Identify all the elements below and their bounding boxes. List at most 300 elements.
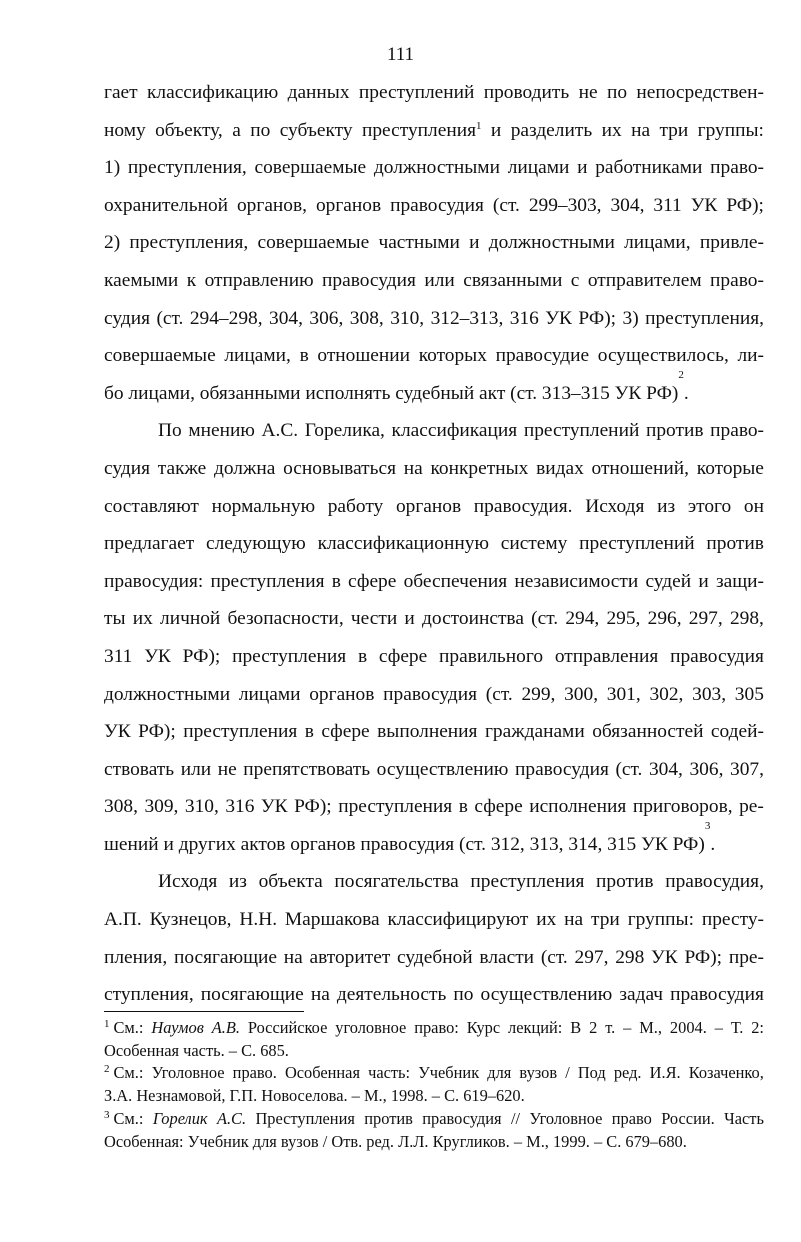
word: совершаемые: [257, 232, 370, 254]
word: содей-: [710, 721, 764, 743]
text-line: [104, 600, 764, 638]
word: 307,: [730, 758, 764, 780]
footnote-text: [104, 1017, 764, 1040]
word: преступления: [338, 796, 453, 818]
word: преступления: [210, 570, 325, 592]
footnote-word: т.: [605, 1018, 616, 1037]
word: против: [645, 420, 704, 442]
word: на: [310, 984, 330, 1006]
word: независимости: [514, 570, 639, 592]
word: Горелика,: [304, 420, 385, 442]
word: которых: [418, 345, 487, 367]
word: правосудия: [670, 645, 764, 667]
footnote-word: См.:: [113, 1018, 144, 1037]
word: субъекту: [279, 119, 353, 141]
word: классифицируют: [387, 909, 529, 931]
word: 3): [622, 307, 639, 329]
footnote-word: право: [611, 1108, 652, 1128]
word: преступления$^1$: [361, 119, 482, 141]
word: право-: [710, 157, 764, 179]
word: 304,: [610, 194, 645, 216]
word: по: [453, 984, 474, 1006]
word: систему: [500, 533, 568, 555]
word: задач: [619, 984, 664, 1006]
word: 308,: [349, 307, 384, 329]
footnote-author-word: Наумов: [151, 1018, 204, 1037]
word: правосудия.: [473, 495, 573, 517]
word: 294,: [565, 608, 600, 630]
text-line: [104, 112, 764, 150]
word: частными: [378, 232, 460, 254]
word: судебной: [397, 946, 473, 968]
word: и: [490, 119, 502, 141]
word: осуществлению: [376, 758, 509, 780]
word: посягающие: [173, 946, 277, 968]
word: 316: [225, 796, 255, 818]
footnote-word: для: [487, 1063, 512, 1083]
footnote-author-word: А.С.: [216, 1108, 247, 1128]
word: ты: [104, 608, 126, 630]
body-text: [104, 74, 764, 1014]
text-line: [104, 563, 764, 601]
word: должностными: [104, 683, 231, 705]
footnote-text: [104, 1062, 764, 1085]
word: 312–313,: [430, 307, 504, 329]
word: объекта: [258, 871, 323, 893]
word: По: [158, 420, 182, 442]
word: 1): [104, 157, 121, 179]
word: осуществлению: [480, 984, 613, 1006]
word: 310,: [390, 307, 425, 329]
word: на: [631, 119, 651, 141]
footnote-mark: 2: [104, 1063, 110, 1076]
word: следующую: [206, 533, 306, 555]
word: УК: [104, 721, 131, 743]
word: или: [424, 269, 455, 291]
word: 300,: [564, 683, 599, 705]
word: в: [299, 345, 309, 367]
text-line: [104, 187, 764, 225]
footnote-word: уголовное: [335, 1018, 407, 1037]
word: правосудия: [383, 683, 478, 705]
text-line: [104, 819, 764, 864]
footnote-line: [104, 1085, 764, 1108]
text-line: [104, 368, 764, 413]
footnote-author-word: А.В.: [211, 1018, 240, 1037]
word: их: [601, 119, 622, 141]
word: этого: [687, 495, 732, 517]
word: преступления,: [645, 307, 764, 329]
word: лицами,: [224, 345, 291, 367]
text-line: [104, 751, 764, 789]
word: органов: [395, 495, 462, 517]
word: 298: [615, 946, 645, 968]
word: правосудие: [495, 345, 590, 367]
footnote-word: Козаченко,: [688, 1063, 764, 1083]
footnote-text-run: Особенная часть. – С. 685.: [104, 1040, 289, 1060]
word: их: [536, 909, 557, 931]
word: судия: [104, 457, 150, 479]
word: которые: [696, 457, 764, 479]
text-line: [104, 863, 764, 901]
word: РФ);: [684, 946, 723, 968]
footnote-word: часть:: [368, 1063, 411, 1083]
word: лицами: [238, 683, 301, 705]
word: данных: [287, 82, 350, 103]
footnote-word: 2: [589, 1018, 598, 1037]
word: гает: [104, 82, 138, 103]
word: отношений,: [591, 457, 690, 479]
footnote-word: Учебник: [418, 1063, 480, 1083]
word: препятствовать: [243, 758, 371, 780]
word: 297,: [688, 608, 723, 630]
word: 304,: [648, 758, 683, 780]
word: (ст.: [540, 946, 568, 968]
word: достоинства: [422, 608, 524, 630]
word: отношении: [317, 345, 411, 367]
text-line: [104, 224, 764, 262]
word: на: [403, 457, 423, 479]
word: отправления: [554, 645, 659, 667]
text-line: [104, 74, 764, 112]
footnote-reference: 3: [704, 819, 711, 832]
word: преступлений: [523, 420, 640, 442]
word: Кузнецов,: [149, 909, 232, 931]
word: 311: [104, 645, 133, 667]
word: совершаемые: [104, 345, 216, 367]
text-line: [104, 525, 764, 563]
word: из: [228, 871, 247, 893]
word: работниками: [595, 157, 703, 179]
footnote-word: Под: [577, 1063, 606, 1083]
word: исполнения: [529, 796, 627, 818]
word: группы:: [697, 119, 764, 141]
word: (ст.: [485, 683, 513, 705]
word: 316: [509, 307, 539, 329]
word: УК: [260, 796, 288, 818]
word: ли-: [737, 345, 764, 367]
word: право-: [710, 420, 764, 442]
word: разделить: [510, 119, 593, 141]
word: не: [578, 82, 598, 103]
footnote-word: России.: [661, 1108, 715, 1128]
footnote-word: лекций:: [508, 1018, 563, 1037]
footnote-word: против: [364, 1108, 413, 1128]
footnote-word: –: [623, 1018, 632, 1037]
word: классификационную: [317, 533, 489, 555]
word: органов,: [236, 194, 307, 216]
word: совершаемые: [254, 157, 367, 179]
word: сфере: [378, 645, 428, 667]
word: пления,: [104, 946, 168, 968]
footnotes: [104, 1017, 764, 1153]
word: А.П.: [104, 909, 142, 931]
text-line: [104, 337, 764, 375]
word: по: [250, 119, 271, 141]
word: судия: [104, 307, 150, 329]
word: преступления: [232, 645, 347, 667]
word: с: [570, 269, 580, 291]
word: отправлению: [204, 269, 314, 291]
word: чести: [350, 608, 398, 630]
word: также: [157, 457, 207, 479]
page-number: 111: [386, 44, 415, 65]
word: 306,: [309, 307, 344, 329]
word: 306,: [689, 758, 724, 780]
word: против: [596, 871, 654, 893]
word: лицами,: [624, 232, 691, 254]
word: правосудия,: [665, 871, 764, 893]
footnote-text: [104, 1108, 764, 1131]
word: правосудия: [515, 758, 609, 780]
word: преступления: [470, 871, 585, 893]
footnote-word: 2:: [751, 1018, 764, 1037]
footnote-word: ред.: [613, 1063, 642, 1083]
text-line: [104, 713, 764, 751]
word: преступлений: [358, 82, 475, 103]
footnote-word: Т.: [730, 1018, 744, 1037]
text-line: [104, 412, 764, 450]
word: и: [404, 608, 415, 630]
word: охранительной: [104, 194, 229, 216]
footnote-word: /: [565, 1063, 570, 1083]
word: защи-: [715, 570, 764, 592]
footnote-mark: 3: [104, 1108, 110, 1121]
word: преступления,: [129, 232, 249, 254]
word: органов: [309, 683, 375, 705]
word: Маршакова: [284, 909, 380, 931]
word: по: [606, 82, 628, 103]
word: (ст.: [615, 758, 643, 780]
word: 299,: [521, 683, 556, 705]
footnote-word: //: [510, 1108, 521, 1128]
word: их: [132, 608, 153, 630]
word: посягающие: [200, 984, 304, 1006]
footnote-author-word: Горелик: [152, 1108, 208, 1128]
word: РФ);: [294, 796, 332, 818]
word: выполнения: [377, 721, 478, 743]
word: УК: [690, 194, 718, 216]
text-run: .: [683, 382, 689, 404]
word: или: [180, 758, 212, 780]
footnote-word: право:: [414, 1018, 459, 1037]
word: привле-: [699, 232, 764, 254]
footnote-word: [104, 1017, 143, 1040]
word: ному: [104, 119, 146, 141]
word: (ст.: [156, 307, 184, 329]
word: основываться: [283, 457, 397, 479]
word: Исходя: [158, 871, 218, 893]
word: работу: [327, 495, 384, 517]
footnote-word: Часть: [724, 1108, 764, 1128]
text-line: [104, 488, 764, 526]
text-line: [104, 450, 764, 488]
word: правильного: [439, 645, 544, 667]
footnote-word: Уголовное: [529, 1108, 603, 1128]
word: право-: [710, 269, 764, 291]
footnote-mark: 1: [104, 1018, 110, 1030]
word: деятельность: [336, 984, 447, 1006]
word: органов: [315, 194, 382, 216]
word: видах: [536, 457, 584, 479]
footnote-line: [104, 1062, 764, 1085]
word: 298,: [729, 608, 764, 630]
word: три: [591, 909, 620, 931]
word: 297,: [574, 946, 609, 968]
footnote-reference: 2: [678, 368, 684, 381]
word: Н.Н.: [239, 909, 278, 931]
footnote-reference: 1: [476, 119, 482, 132]
word: классификацию: [147, 82, 279, 103]
text-line: [104, 300, 764, 338]
word: непосредствен-: [636, 82, 764, 103]
word: и: [577, 157, 588, 179]
word: сфере: [348, 570, 397, 592]
text-line: [104, 262, 764, 300]
word: не: [217, 758, 237, 780]
word: 296,: [647, 608, 682, 630]
word: должна: [214, 457, 276, 479]
text-line: [104, 939, 764, 977]
word: авторитет: [309, 946, 391, 968]
footnote-word: правосудия: [422, 1108, 502, 1128]
word: 2): [104, 232, 121, 254]
word: РФ);: [182, 645, 221, 667]
word: классификация: [391, 420, 518, 442]
word: из: [657, 495, 676, 517]
word: УК: [144, 645, 171, 667]
text-line: [104, 976, 764, 1014]
word: на: [283, 946, 303, 968]
word: преступления: [183, 721, 298, 743]
word: 303,: [692, 683, 727, 705]
footnote-word: См.:: [113, 1108, 144, 1128]
word: преступлений: [579, 533, 695, 555]
word: судей: [645, 570, 692, 592]
word: в: [458, 796, 468, 818]
word: на: [564, 909, 584, 931]
word: правосудия: [322, 269, 416, 291]
word: в: [304, 721, 314, 743]
word: 301,: [606, 683, 641, 705]
footnote-word: –: [714, 1018, 723, 1037]
word: ствовать: [104, 758, 175, 780]
word: 310,: [184, 796, 219, 818]
word: 294–298,: [189, 307, 263, 329]
word: а: [232, 119, 241, 141]
word: 299–303,: [528, 194, 602, 216]
word: А.С.: [261, 420, 299, 442]
word: 295,: [606, 608, 641, 630]
text-line: [104, 676, 764, 714]
word: (ст.: [492, 194, 520, 216]
footnote-word: [104, 1108, 143, 1131]
text-line: [104, 901, 764, 939]
footnote-word: Курс: [466, 1018, 501, 1037]
word: и: [469, 232, 480, 254]
word: мнению: [188, 420, 255, 442]
word: правосудия:: [104, 570, 204, 592]
text-run: .: [710, 833, 716, 855]
word: 309,: [144, 796, 179, 818]
word: РФ);: [726, 194, 764, 216]
word: 304,: [269, 307, 303, 329]
text-line: [104, 638, 764, 676]
word: власти: [479, 946, 535, 968]
word: гражданами: [484, 721, 585, 743]
footnote-separator: [104, 1011, 304, 1012]
word: лицами: [507, 157, 570, 179]
footnote-word: См.:: [113, 1063, 144, 1083]
footnote-word: В: [570, 1018, 582, 1037]
footnote-word: Уголовное: [151, 1063, 225, 1083]
word: группы:: [627, 909, 694, 931]
footnote-word: право.: [232, 1063, 277, 1083]
word: преступления,: [127, 157, 247, 179]
word: 308,: [104, 796, 138, 818]
footnote-word: [104, 1062, 143, 1085]
footnote-word: Преступления: [255, 1108, 355, 1128]
text-run: шений и других актов органов правосудия (ст. 312, 313, 314, 315 УК РФ): [104, 833, 705, 855]
word: 311: [653, 194, 682, 216]
word: он: [743, 495, 764, 517]
footnote-line: [104, 1131, 764, 1154]
footnote-line: [104, 1040, 764, 1063]
footnote-word: М.,: [639, 1018, 663, 1037]
word: отправителем: [587, 269, 702, 291]
word: обеспечения: [403, 570, 508, 592]
footnote-word: И.Я.: [649, 1063, 681, 1083]
word: в: [331, 570, 341, 592]
footnote-text-run: З.А. Незнамовой, Г.П. Новоселова. – М., 1998. – С. 619–620.: [104, 1086, 525, 1106]
word: (ст.: [531, 608, 559, 630]
word: правосудия: [390, 194, 484, 216]
word: ре-: [739, 796, 764, 818]
word: РФ);: [578, 307, 617, 329]
word: безопасности,: [227, 608, 344, 630]
text-run: бо лицами, обязанными исполнять судебный акт (ст. 313–315 УК РФ): [104, 382, 679, 404]
word: против: [706, 533, 764, 555]
word: проводить: [483, 82, 570, 103]
word: РФ);: [138, 721, 176, 743]
footnote-text-run: Особенная: Учебник для вузов / Отв. ред. Л.Л. Кругликов. – М., 1999. – С. 679–680.: [104, 1131, 687, 1151]
word: должностными: [373, 157, 500, 179]
word: связанными: [463, 269, 563, 291]
word: нормальную: [211, 495, 316, 517]
footnote-word: вузов: [519, 1063, 558, 1083]
word: объекту,: [155, 119, 223, 141]
word: правосудия: [670, 984, 764, 1006]
footnote-line: [104, 1108, 764, 1131]
text-line: [104, 788, 764, 826]
word: личной: [160, 608, 221, 630]
word: составляют: [104, 495, 199, 517]
word: сфере: [474, 796, 523, 818]
footnote-word: Российское: [247, 1018, 328, 1037]
word: и: [698, 570, 709, 592]
word: должностными: [488, 232, 615, 254]
word: три: [659, 119, 689, 141]
word: конкретных: [430, 457, 529, 479]
word: обязанностей: [592, 721, 704, 743]
word: УК: [651, 946, 678, 968]
word: сфере: [321, 721, 370, 743]
word: 302,: [649, 683, 684, 705]
word: УК: [545, 307, 572, 329]
word: 305: [734, 683, 764, 705]
word: Исходя: [585, 495, 645, 517]
footnote-word: Особенная: [284, 1063, 360, 1083]
